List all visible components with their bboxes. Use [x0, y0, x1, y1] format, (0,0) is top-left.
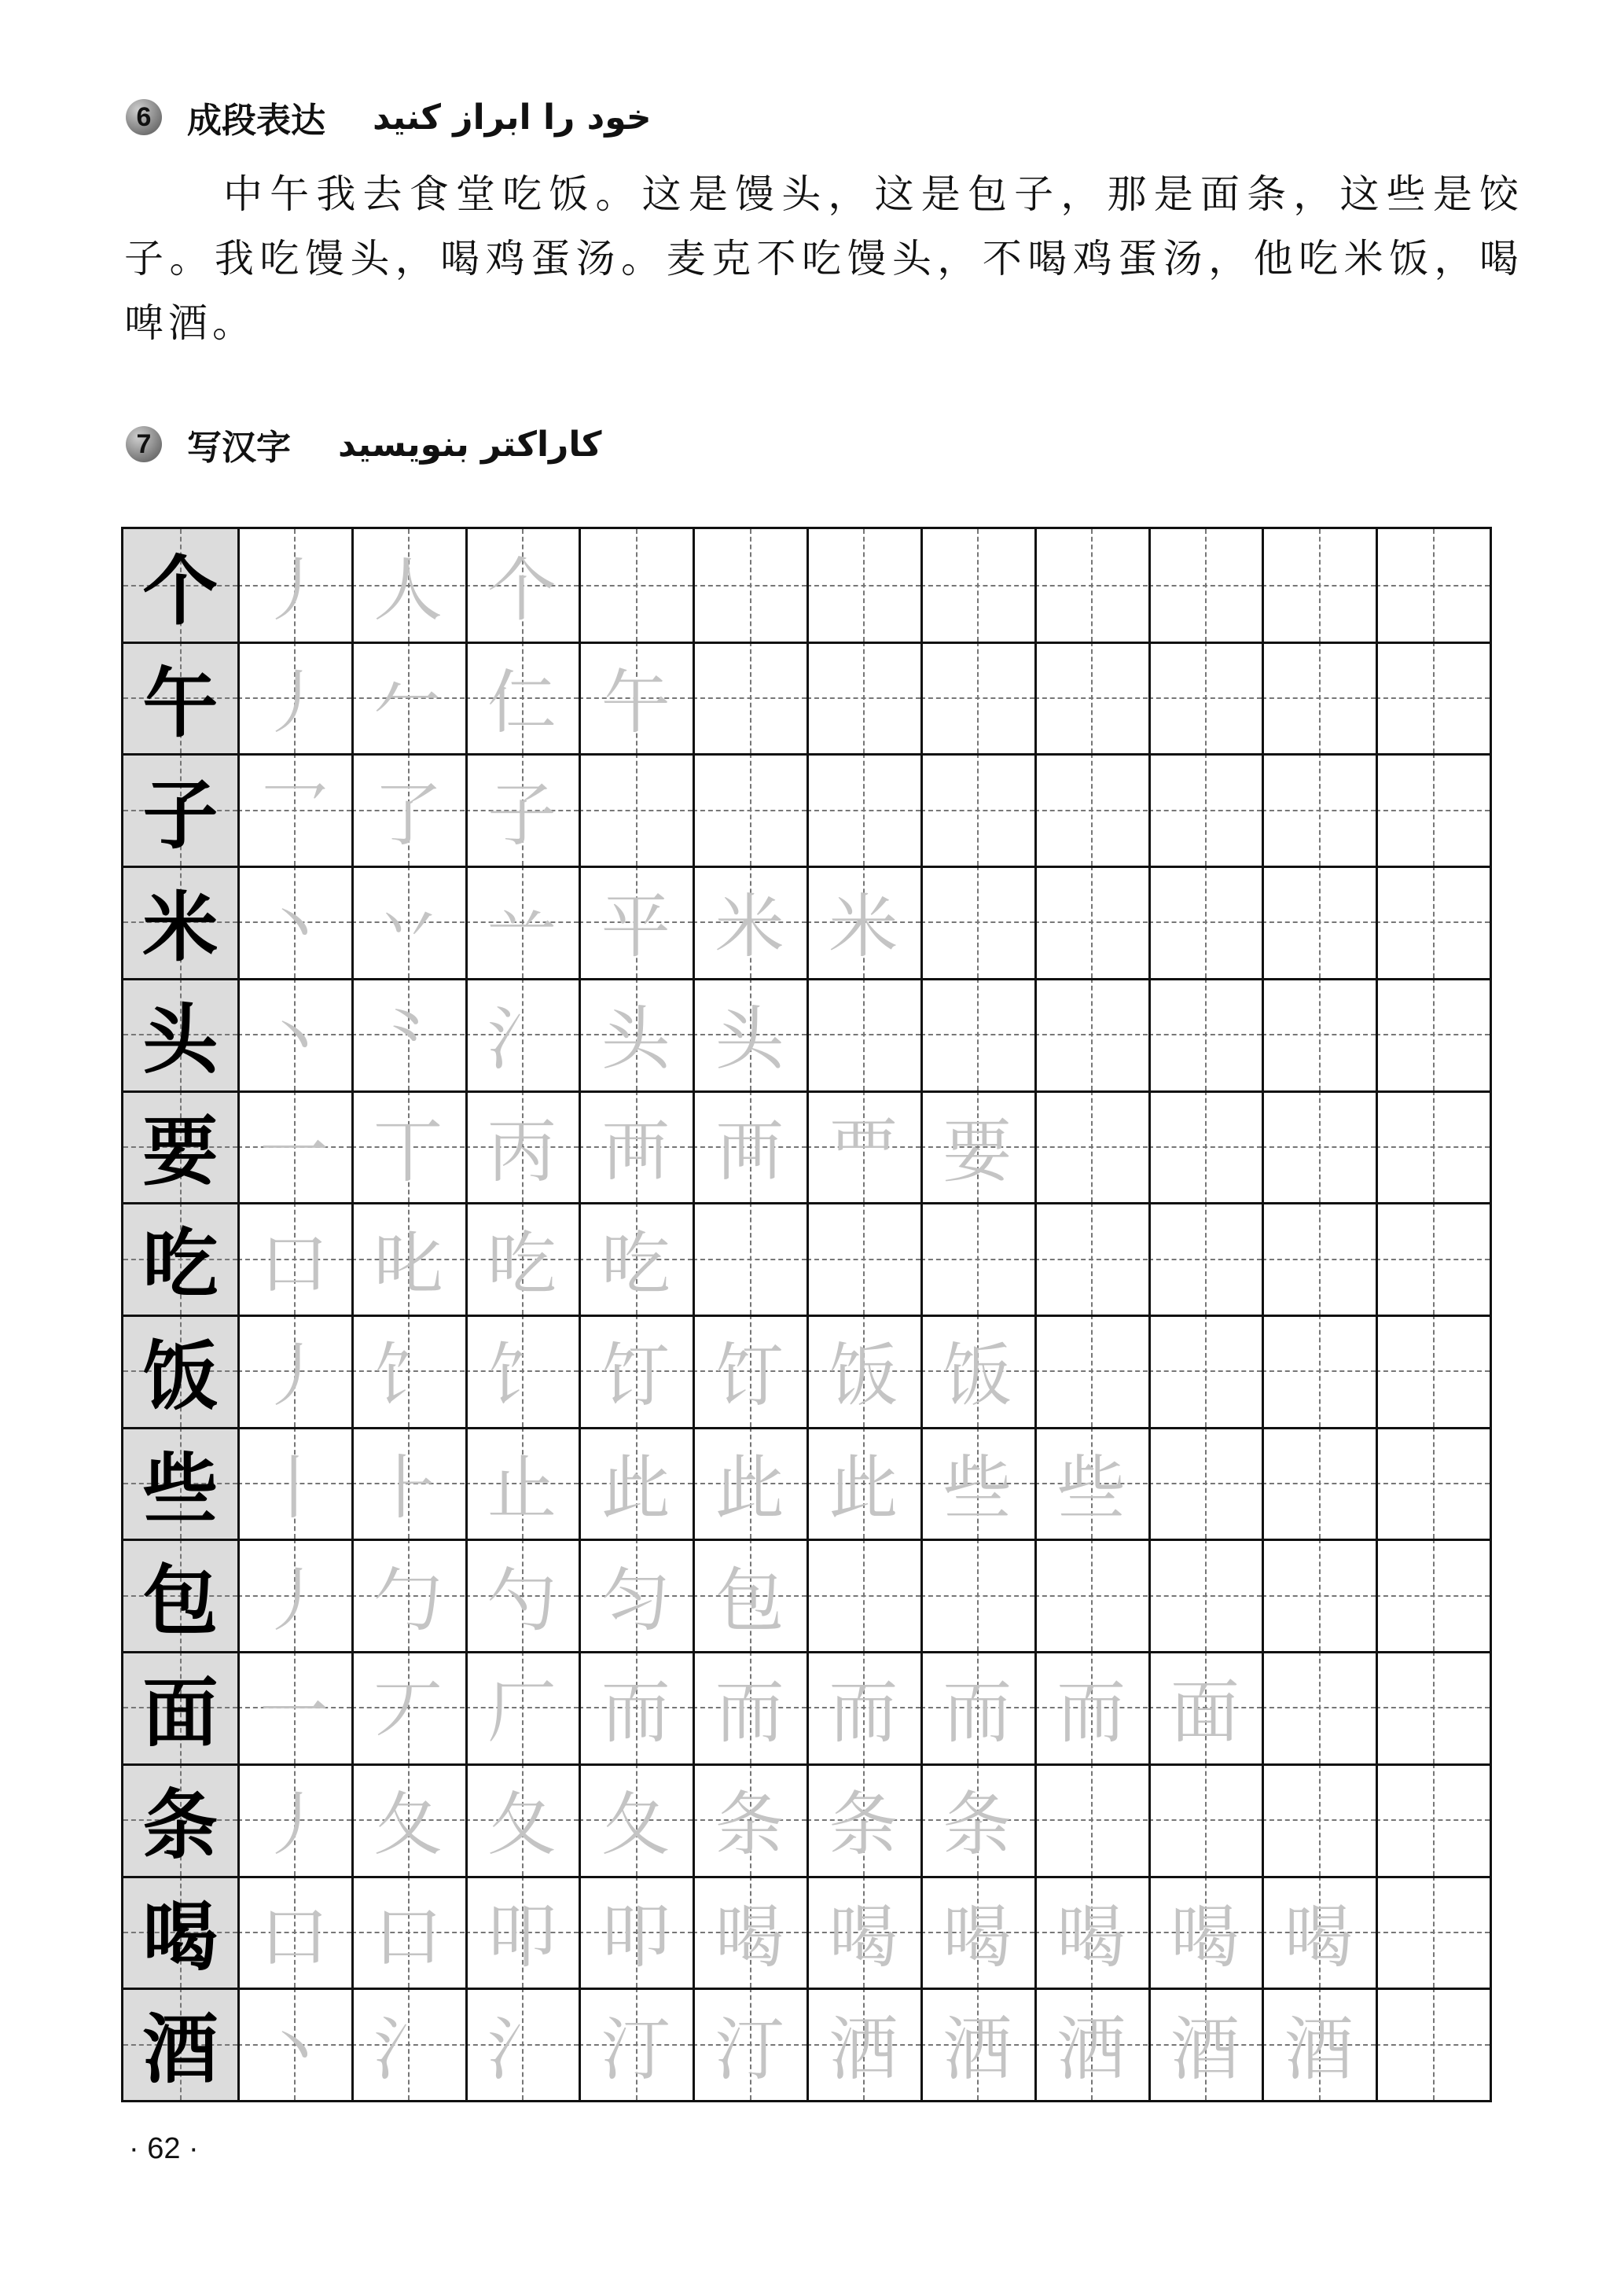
trace-stroke: 洒 — [1056, 2008, 1126, 2090]
trace-cell — [693, 978, 806, 1090]
trace-cell — [579, 866, 693, 978]
model-character-cell — [123, 1315, 237, 1427]
trace-cell — [465, 1427, 579, 1539]
trace-cell — [579, 1090, 693, 1203]
model-character-cell — [123, 1988, 237, 2100]
trace-stroke: 酒 — [1170, 2008, 1240, 2090]
trace-cell — [693, 1988, 806, 2100]
trace-cell — [920, 1427, 1034, 1539]
trace-cell — [465, 642, 579, 754]
writing-cell[interactable] — [806, 1539, 920, 1651]
model-character: 午 — [142, 658, 219, 748]
trace-stroke: 襾 — [715, 1110, 784, 1192]
writing-cell[interactable] — [1148, 1202, 1262, 1315]
trace-cell — [806, 866, 920, 978]
writing-cell[interactable] — [579, 529, 693, 642]
trace-cell — [693, 1539, 806, 1651]
writing-cell[interactable] — [1262, 1202, 1376, 1315]
grid-column-divider — [1148, 529, 1151, 2100]
trace-stroke: 口 — [373, 1896, 443, 1977]
model-character: 条 — [142, 1780, 219, 1870]
trace-stroke: 饭 — [829, 1335, 898, 1417]
trace-cell — [237, 529, 351, 642]
writing-cell[interactable] — [1376, 866, 1490, 978]
trace-cell — [237, 642, 351, 754]
writing-cell[interactable] — [1262, 753, 1376, 866]
trace-stroke: 而 — [942, 1671, 1012, 1753]
writing-cell[interactable] — [1148, 1427, 1262, 1539]
trace-stroke: 要 — [942, 1110, 1012, 1192]
trace-stroke: 而 — [715, 1671, 784, 1753]
writing-cell[interactable] — [1376, 1988, 1490, 2100]
writing-cell[interactable] — [920, 866, 1034, 978]
model-character-cell — [123, 1427, 237, 1539]
trace-cell — [1034, 1651, 1148, 1763]
trace-stroke: 叩 — [601, 1896, 671, 1977]
trace-stroke: 丶 — [259, 886, 329, 968]
trace-cell — [237, 1763, 351, 1876]
writing-cell[interactable] — [1148, 1315, 1262, 1427]
trace-stroke: 洒 — [942, 2008, 1012, 2090]
trace-cell — [465, 1315, 579, 1427]
trace-cell — [237, 1651, 351, 1763]
trace-cell — [1034, 1427, 1148, 1539]
trace-stroke: 丆 — [373, 1671, 443, 1753]
character-practice-grid — [121, 527, 1492, 2102]
model-character-cell — [123, 1090, 237, 1203]
trace-stroke: 米 — [715, 886, 784, 968]
trace-cell — [579, 1315, 693, 1427]
writing-cell[interactable] — [1148, 1090, 1262, 1203]
writing-cell[interactable] — [1376, 1539, 1490, 1651]
writing-cell[interactable] — [693, 529, 806, 642]
writing-cell[interactable] — [806, 978, 920, 1090]
trace-stroke: 喝 — [715, 1896, 784, 1977]
trace-stroke: 平 — [601, 886, 671, 968]
trace-stroke: 一 — [259, 1671, 329, 1753]
trace-stroke: ⺊ — [373, 1447, 443, 1529]
trace-stroke: 夂 — [601, 1784, 671, 1866]
trace-cell — [351, 1202, 465, 1315]
trace-stroke: 丿 — [259, 1559, 329, 1641]
trace-cell — [920, 1763, 1034, 1876]
section7-number-badge: 7 — [126, 426, 162, 462]
writing-cell[interactable] — [1376, 753, 1490, 866]
trace-cell — [351, 1315, 465, 1427]
trace-stroke: 个 — [487, 550, 557, 631]
writing-cell[interactable] — [1262, 1090, 1376, 1203]
trace-cell — [1034, 1988, 1148, 2100]
model-character: 子 — [142, 770, 219, 860]
trace-stroke: 丙 — [487, 1110, 557, 1192]
trace-stroke: 𠂉 — [373, 662, 443, 744]
writing-cell[interactable] — [1262, 978, 1376, 1090]
trace-stroke: 而 — [601, 1671, 671, 1753]
trace-cell — [579, 1651, 693, 1763]
model-character-cell — [123, 753, 237, 866]
writing-cell[interactable] — [1148, 529, 1262, 642]
trace-stroke: 丶 — [259, 2008, 329, 2090]
trace-cell — [237, 1876, 351, 1988]
trace-cell — [693, 1427, 806, 1539]
trace-cell — [351, 1763, 465, 1876]
trace-cell — [351, 1651, 465, 1763]
trace-stroke: 饣 — [487, 1335, 557, 1417]
trace-stroke: 喝 — [1056, 1896, 1126, 1977]
trace-cell — [237, 1988, 351, 2100]
trace-stroke: 襾 — [601, 1110, 671, 1192]
trace-cell — [465, 1090, 579, 1203]
trace-cell — [237, 753, 351, 866]
writing-cell[interactable] — [1262, 1315, 1376, 1427]
trace-stroke: 条 — [715, 1784, 784, 1866]
trace-cell — [579, 1202, 693, 1315]
trace-cell — [920, 1315, 1034, 1427]
trace-cell — [920, 1876, 1034, 1988]
trace-stroke: 人 — [373, 550, 443, 631]
writing-cell[interactable] — [1262, 1539, 1376, 1651]
trace-stroke: 饣 — [373, 1335, 443, 1417]
trace-cell — [465, 1763, 579, 1876]
writing-cell[interactable] — [1262, 1763, 1376, 1876]
section7-heading — [126, 417, 602, 472]
writing-cell[interactable] — [806, 753, 920, 866]
trace-stroke: 饤 — [601, 1335, 671, 1417]
trace-cell — [351, 1988, 465, 2100]
trace-cell — [351, 1427, 465, 1539]
section7-title-fa: کاراکتر بنویسید — [338, 424, 602, 465]
trace-cell — [1262, 1988, 1376, 2100]
trace-stroke: 喝 — [942, 1896, 1012, 1977]
trace-stroke: 厂 — [487, 1671, 557, 1753]
trace-stroke: 条 — [942, 1784, 1012, 1866]
trace-cell — [1148, 1988, 1262, 2100]
trace-stroke: 勹 — [373, 1559, 443, 1641]
model-character-cell — [123, 1202, 237, 1315]
model-character-cell — [123, 1651, 237, 1763]
trace-cell — [465, 529, 579, 642]
trace-cell — [351, 866, 465, 978]
trace-cell — [806, 1427, 920, 1539]
grid-column-divider — [693, 529, 695, 2100]
trace-cell — [1262, 1876, 1376, 1988]
grid-column-divider — [920, 529, 923, 2100]
model-character: 包 — [142, 1556, 219, 1646]
writing-cell[interactable] — [1376, 1876, 1490, 1988]
model-character-cell — [123, 1763, 237, 1876]
trace-cell — [351, 1539, 465, 1651]
trace-cell — [693, 1763, 806, 1876]
trace-stroke: 止 — [487, 1447, 557, 1529]
trace-stroke: 口 — [259, 1223, 329, 1304]
trace-stroke: 面 — [1170, 1671, 1240, 1753]
trace-stroke: 洒 — [829, 2008, 898, 2090]
page-number: · 62 · — [129, 2132, 199, 2165]
model-character: 个 — [142, 546, 219, 635]
writing-cell[interactable] — [1034, 866, 1148, 978]
trace-stroke: 头 — [715, 998, 784, 1080]
writing-cell[interactable] — [1262, 529, 1376, 642]
trace-stroke: 䒑 — [487, 886, 557, 968]
model-character: 要 — [142, 1107, 219, 1197]
model-character-cell — [123, 1876, 237, 1988]
writing-cell[interactable] — [920, 529, 1034, 642]
trace-cell — [237, 1539, 351, 1651]
writing-cell[interactable] — [1376, 1315, 1490, 1427]
grid-column-divider — [237, 529, 240, 2100]
writing-cell[interactable] — [806, 642, 920, 754]
writing-cell[interactable] — [806, 529, 920, 642]
trace-cell — [579, 1539, 693, 1651]
writing-cell[interactable] — [579, 753, 693, 866]
writing-cell[interactable] — [1034, 1315, 1148, 1427]
model-character: 些 — [142, 1443, 219, 1533]
trace-cell — [237, 1315, 351, 1427]
writing-cell[interactable] — [1034, 978, 1148, 1090]
writing-cell[interactable] — [920, 753, 1034, 866]
writing-cell[interactable] — [1034, 753, 1148, 866]
writing-cell[interactable] — [1148, 753, 1262, 866]
trace-cell — [806, 1651, 920, 1763]
trace-cell — [1034, 1876, 1148, 1988]
trace-cell — [465, 1651, 579, 1763]
trace-cell — [693, 866, 806, 978]
trace-stroke: 包 — [715, 1559, 784, 1641]
writing-cell[interactable] — [1262, 1427, 1376, 1539]
trace-stroke: 条 — [829, 1784, 898, 1866]
trace-cell — [237, 1090, 351, 1203]
trace-cell — [1148, 1651, 1262, 1763]
writing-cell[interactable] — [1034, 642, 1148, 754]
writing-cell[interactable] — [1262, 642, 1376, 754]
writing-cell[interactable] — [1148, 866, 1262, 978]
trace-stroke: 匀 — [601, 1559, 671, 1641]
section6-title-fa: خود را ابراز کنید — [373, 97, 652, 138]
trace-stroke: 饭 — [942, 1335, 1012, 1417]
writing-cell[interactable] — [693, 642, 806, 754]
grid-column-divider — [1034, 529, 1037, 2100]
model-character-cell — [123, 978, 237, 1090]
trace-stroke: 乛 — [259, 774, 329, 855]
trace-cell — [465, 1876, 579, 1988]
writing-cell[interactable] — [1376, 978, 1490, 1090]
writing-cell[interactable] — [1034, 1763, 1148, 1876]
writing-cell[interactable] — [1034, 1090, 1148, 1203]
trace-stroke: 此 — [829, 1447, 898, 1529]
trace-cell — [465, 1988, 579, 2100]
trace-cell — [237, 978, 351, 1090]
section7-title-zh: 写汉字 — [187, 428, 291, 468]
trace-stroke: 仁 — [487, 662, 557, 744]
trace-stroke: 叩 — [487, 1896, 557, 1977]
trace-stroke: 而 — [829, 1671, 898, 1753]
trace-stroke: 丨 — [259, 1447, 329, 1529]
trace-stroke: 丿 — [259, 662, 329, 744]
trace-cell — [806, 1876, 920, 1988]
grid-column-divider — [806, 529, 809, 2100]
trace-stroke: 汀 — [601, 2008, 671, 2090]
trace-cell — [351, 1090, 465, 1203]
trace-stroke: 氵 — [487, 998, 557, 1080]
trace-cell — [693, 1315, 806, 1427]
trace-cell — [465, 753, 579, 866]
trace-stroke: 氵 — [373, 2008, 443, 2090]
model-character: 酒 — [142, 2005, 219, 2094]
model-character: 饭 — [142, 1331, 219, 1421]
grid-column-divider — [1376, 529, 1378, 2100]
grid-column-divider — [465, 529, 468, 2100]
trace-stroke: 此 — [715, 1447, 784, 1529]
grid-column-divider — [1262, 529, 1264, 2100]
trace-cell — [1148, 1876, 1262, 1988]
trace-stroke: 头 — [601, 998, 671, 1080]
trace-stroke: ⺀ — [373, 998, 443, 1080]
writing-cell[interactable] — [1262, 866, 1376, 978]
trace-cell — [579, 642, 693, 754]
trace-cell — [351, 1876, 465, 1988]
trace-stroke: 夂 — [373, 1784, 443, 1866]
trace-cell — [351, 529, 465, 642]
writing-cell[interactable] — [693, 753, 806, 866]
trace-stroke: 吃 — [487, 1223, 557, 1304]
writing-cell[interactable] — [1376, 1202, 1490, 1315]
trace-stroke: 氵 — [487, 2008, 557, 2090]
writing-cell[interactable] — [1148, 642, 1262, 754]
trace-stroke: 而 — [1056, 1671, 1126, 1753]
writing-cell[interactable] — [920, 642, 1034, 754]
trace-stroke: 丶 — [259, 998, 329, 1080]
model-character: 吃 — [142, 1219, 219, 1309]
trace-stroke: 米 — [829, 886, 898, 968]
trace-stroke: 丿 — [259, 1335, 329, 1417]
trace-cell — [920, 1651, 1034, 1763]
trace-cell — [465, 1202, 579, 1315]
trace-cell — [806, 1988, 920, 2100]
trace-cell — [806, 1315, 920, 1427]
model-character: 米 — [142, 882, 219, 972]
trace-stroke: 覀 — [829, 1110, 898, 1192]
model-character: 面 — [142, 1668, 219, 1757]
trace-cell — [693, 1876, 806, 1988]
trace-stroke: 了 — [373, 774, 443, 855]
writing-cell[interactable] — [1262, 1651, 1376, 1763]
trace-stroke: 口 — [259, 1896, 329, 1977]
trace-stroke: 一 — [259, 1110, 329, 1192]
writing-cell[interactable] — [1148, 1539, 1262, 1651]
model-character-cell — [123, 1539, 237, 1651]
trace-cell — [920, 1090, 1034, 1203]
trace-cell — [237, 1202, 351, 1315]
writing-cell[interactable] — [920, 978, 1034, 1090]
trace-stroke: 子 — [487, 774, 557, 855]
trace-stroke: 午 — [601, 662, 671, 744]
trace-stroke: 些 — [942, 1447, 1012, 1529]
trace-stroke: 此 — [601, 1447, 671, 1529]
trace-stroke: 叱 — [373, 1223, 443, 1304]
model-character-cell — [123, 866, 237, 978]
trace-stroke: 喝 — [829, 1896, 898, 1977]
trace-cell — [693, 1651, 806, 1763]
writing-cell[interactable] — [806, 1202, 920, 1315]
writing-cell[interactable] — [1034, 1202, 1148, 1315]
trace-cell — [351, 642, 465, 754]
writing-cell[interactable] — [1148, 978, 1262, 1090]
model-character: 头 — [142, 995, 219, 1084]
section6-title-zh: 成段表达 — [187, 101, 325, 141]
trace-cell — [806, 1090, 920, 1203]
trace-cell — [579, 1763, 693, 1876]
trace-cell — [351, 978, 465, 1090]
trace-cell — [351, 753, 465, 866]
writing-cell[interactable] — [920, 1202, 1034, 1315]
writing-cell[interactable] — [1376, 1651, 1490, 1763]
model-character: 喝 — [142, 1892, 219, 1982]
trace-stroke: 丅 — [373, 1110, 443, 1192]
trace-stroke: 丿 — [259, 1784, 329, 1866]
writing-cell[interactable] — [1376, 1090, 1490, 1203]
trace-stroke: 喝 — [1170, 1896, 1240, 1977]
writing-cell[interactable] — [1034, 529, 1148, 642]
trace-stroke: 饤 — [715, 1335, 784, 1417]
trace-stroke: 丿 — [259, 550, 329, 631]
passage-paragraph: 中午我去食堂吃饭。这是馒头，这是包子，那是面条，这些是饺子。我吃馒头，喝鸡蛋汤。麦克不吃馒头，不喝鸡蛋汤，他吃米饭，喝啤酒。 — [124, 171, 1523, 346]
writing-cell[interactable] — [1148, 1763, 1262, 1876]
trace-cell — [237, 866, 351, 978]
writing-cell[interactable] — [920, 1539, 1034, 1651]
trace-cell — [693, 1090, 806, 1203]
writing-cell[interactable] — [1376, 1763, 1490, 1876]
trace-stroke: 喝 — [1284, 1896, 1354, 1977]
grid-column-divider — [579, 529, 581, 2100]
writing-cell[interactable] — [1376, 529, 1490, 642]
trace-cell — [237, 1427, 351, 1539]
trace-cell — [465, 1539, 579, 1651]
trace-stroke: 夂 — [487, 1784, 557, 1866]
trace-stroke: 勺 — [487, 1559, 557, 1641]
writing-cell[interactable] — [1034, 1539, 1148, 1651]
trace-cell — [465, 978, 579, 1090]
trace-cell — [579, 1427, 693, 1539]
trace-stroke: 酒 — [1284, 2008, 1354, 2090]
trace-cell — [579, 1988, 693, 2100]
trace-stroke: 些 — [1056, 1447, 1126, 1529]
model-character-cell — [123, 642, 237, 754]
trace-cell — [579, 1876, 693, 1988]
section6-number-badge: 6 — [126, 99, 162, 135]
trace-stroke: 汀 — [715, 2008, 784, 2090]
trace-cell — [920, 1988, 1034, 2100]
writing-cell[interactable] — [1376, 1427, 1490, 1539]
trace-cell — [579, 978, 693, 1090]
trace-cell — [465, 866, 579, 978]
grid-column-divider — [351, 529, 354, 2100]
trace-cell — [806, 1763, 920, 1876]
model-character-cell — [123, 529, 237, 642]
section6-heading — [126, 90, 652, 145]
trace-stroke: 吃 — [601, 1223, 671, 1304]
writing-cell[interactable] — [1376, 642, 1490, 754]
writing-cell[interactable] — [693, 1202, 806, 1315]
trace-stroke: 丷 — [373, 886, 443, 968]
